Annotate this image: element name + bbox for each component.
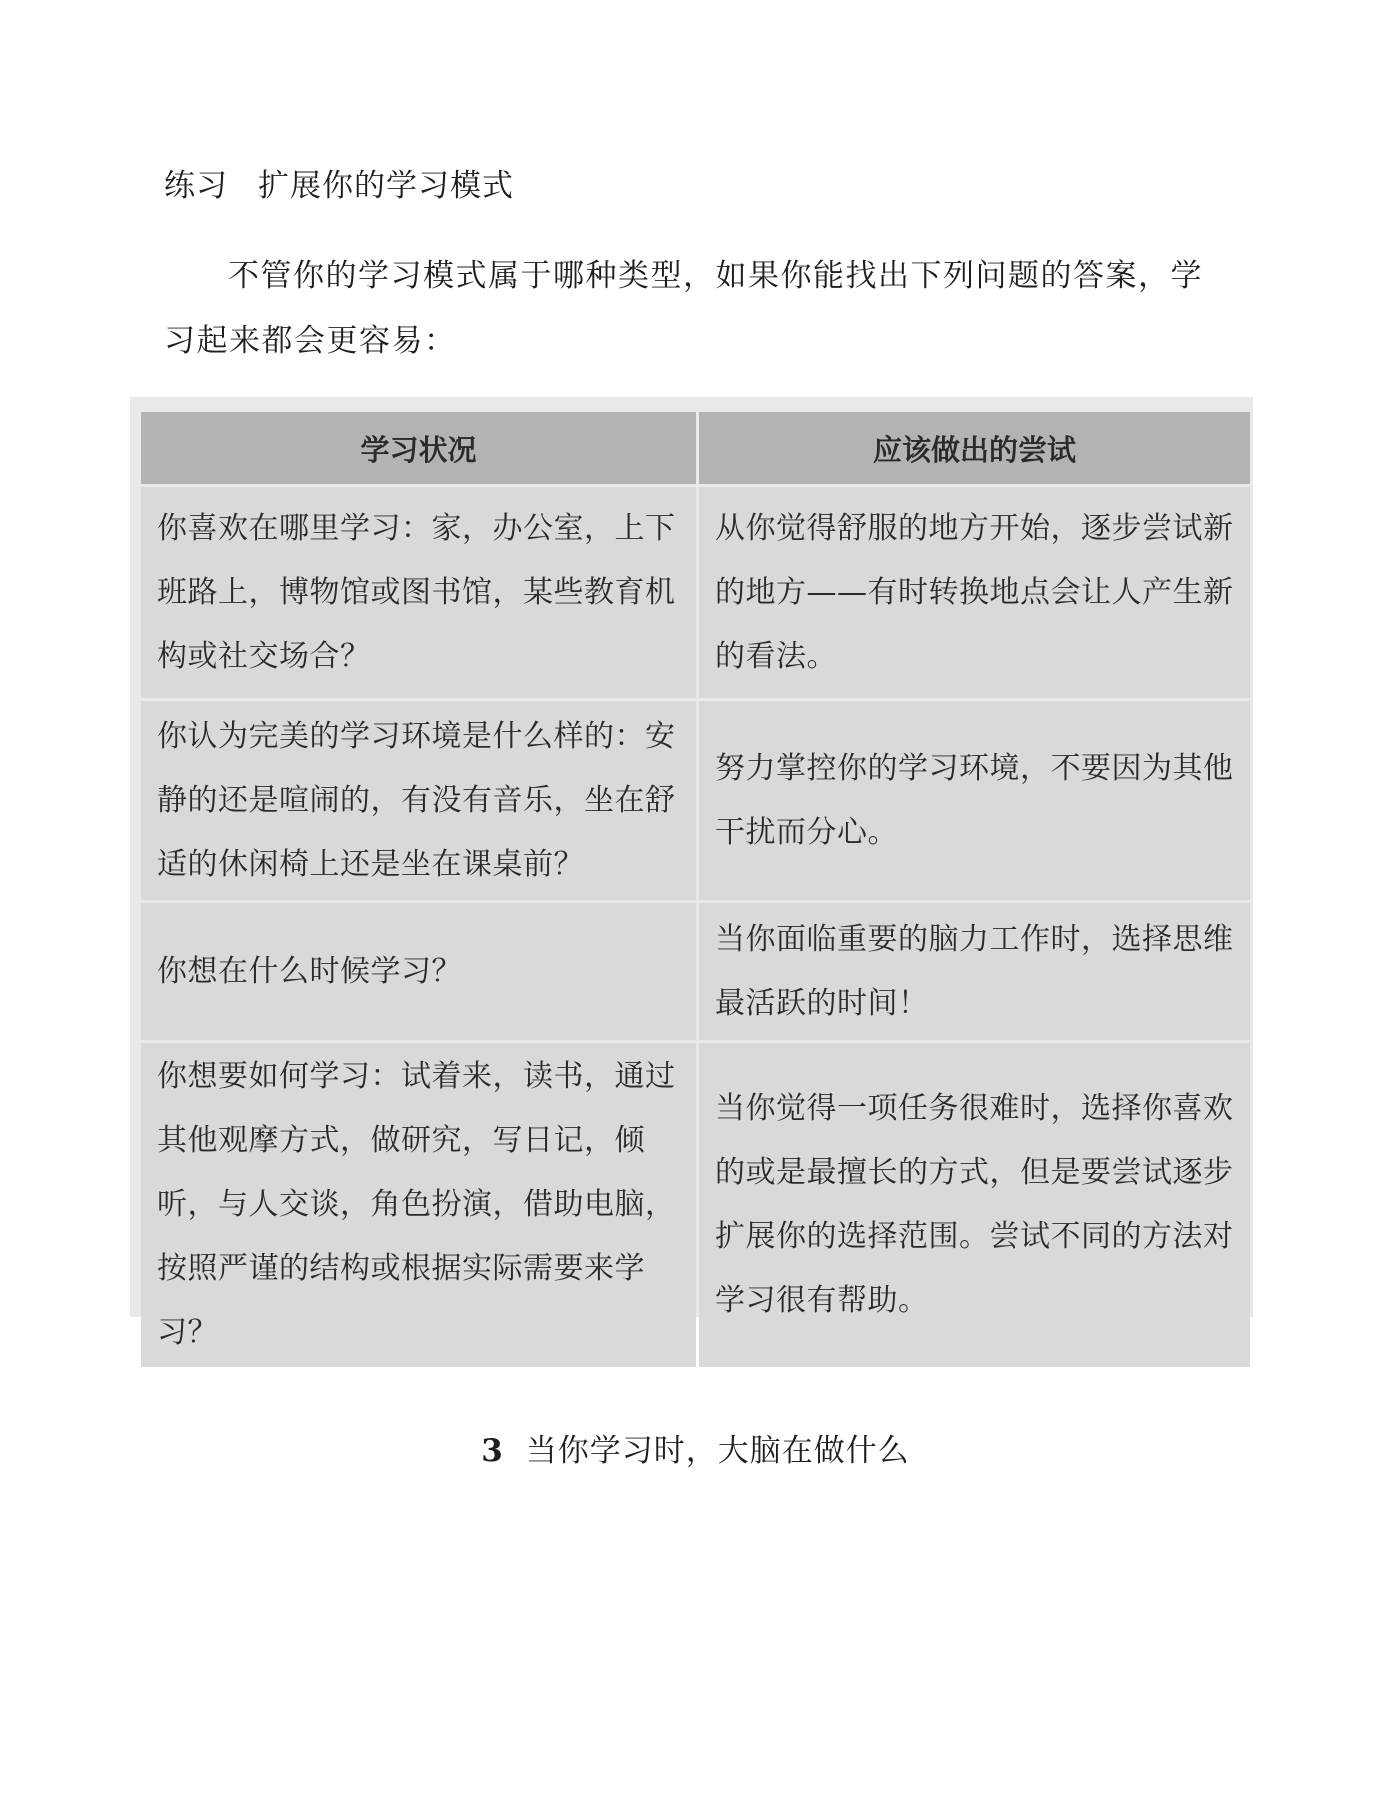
situation-cell: 你认为完美的学习环境是什么样的：安静的还是喧闹的，有没有音乐，坐在舒适的休闲椅上还是坐在课桌前？ <box>141 701 696 900</box>
table-header-row <box>141 412 1250 484</box>
section-number: 3 <box>481 1433 504 1469</box>
header-attempt: 应该做出的尝试 <box>699 412 1250 484</box>
section-title: 当你学习时，大脑在做什么 <box>525 1433 910 1469</box>
situation-cell: 你喜欢在哪里学习：家，办公室，上下班路上，博物馆或图书馆，某些教育机构或社交场合？ <box>141 487 696 698</box>
situation-cell: 你想要如何学习：试着来，读书，通过其他观摩方式，做研究，写日记，倾听，与人交谈，角色扮演，借助电脑，按照严谨的结构或根据实际需要来学习？ <box>141 1043 696 1367</box>
table-row <box>141 1043 1250 1367</box>
intro-paragraph: 不管你的学习模式属于哪种类型，如果你能找出下列问题的答案，学习起来都会更容易： <box>164 258 1203 359</box>
section-heading <box>0 1425 1391 1470</box>
learning-table-panel <box>130 397 1253 1350</box>
exercise-heading <box>164 160 514 205</box>
table-row <box>141 903 1250 1040</box>
header-situation: 学习状况 <box>141 412 696 484</box>
learning-table <box>138 409 1253 1370</box>
situation-cell: 你想在什么时候学习？ <box>141 903 696 1040</box>
attempt-cell: 当你面临重要的脑力工作时，选择思维最活跃的时间！ <box>699 903 1250 1040</box>
table-row <box>141 487 1250 698</box>
table-row <box>141 701 1250 900</box>
attempt-cell: 当你觉得一项任务很难时，选择你喜欢的或是最擅长的方式，但是要尝试逐步扩展你的选择范围。尝试不同的方法对学习很有帮助。 <box>699 1043 1250 1367</box>
exercise-title: 扩展你的学习模式 <box>258 168 514 204</box>
exercise-label: 练习 <box>164 168 228 204</box>
attempt-cell: 努力掌控你的学习环境，不要因为其他干扰而分心。 <box>699 701 1250 900</box>
attempt-cell: 从你觉得舒服的地方开始，逐步尝试新的地方——有时转换地点会让人产生新的看法。 <box>699 487 1250 698</box>
